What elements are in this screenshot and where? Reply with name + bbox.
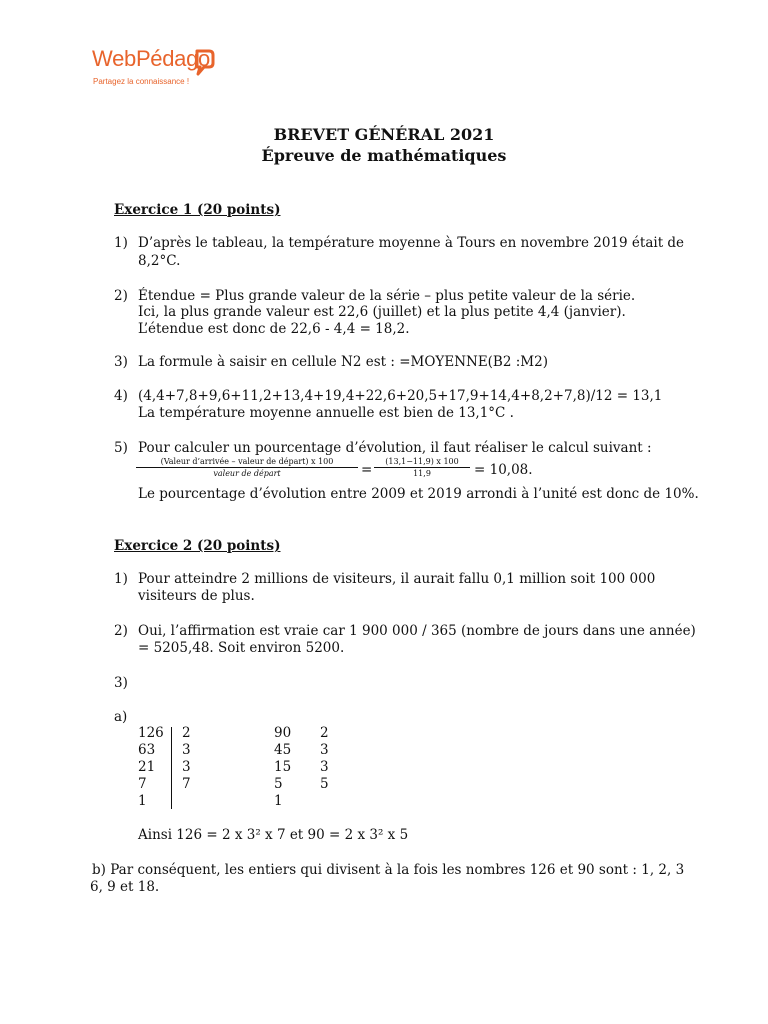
decomp-126-right-2: 3 [182,759,191,775]
decomp-90-left-0: 90 [274,725,292,741]
speech-bubble-icon [194,48,216,78]
fraction-numerator: (13,1−11,9) x 100 [374,457,470,468]
ex1-q3-number: 3) [114,354,128,370]
ex1-q4-line2: La température moyenne annuelle est bien de 13,1°C . [138,405,514,421]
fraction-numerator: (Valeur d’arrivée – valeur de départ) x 100 [136,457,358,468]
logo-tagline: Partagez la connaissance ! [93,77,190,86]
ex1-q4-number: 4) [114,388,128,404]
decomp-90-right-0: 2 [320,725,329,741]
decomp-126-left-0: 126 [138,725,164,741]
ex2-q3b-line1: b) Par conséquent, les entiers qui divisent à la fois les nombres 126 et 90 sont : 1, 2, 3 [92,862,685,878]
decomp-90-left-1: 45 [274,742,292,758]
fraction-denominator: 11,9 [413,469,431,478]
fraction-denominator: valeur de départ [213,469,281,478]
ex1-q2-number: 2) [114,288,128,304]
ex1-q4-line1: (4,4+7,8+9,6+11,2+13,4+19,4+22,6+20,5+17,9+14,4+8,2+7,8)/12 = 13,1 [138,388,663,404]
logo-name: WebPédago [92,46,210,71]
ex1-q2-line1: Étendue = Plus grande valeur de la série – plus petite valeur de la série. [138,288,636,304]
ex2-q3-conclusion: Ainsi 126 = 2 x 3² x 7 et 90 = 2 x 3² x 5 [138,827,409,843]
page-title: BREVET GÉNÉRAL 2021 [273,125,495,144]
ex1-q2-line3: L’étendue est donc de 22,6 - 4,4 = 18,2. [138,321,410,337]
ex1-q5-fraction-general [136,457,358,478]
decomp-126-divider [171,727,172,809]
exercise2-heading: Exercice 2 (20 points) [114,538,281,554]
ex1-q5-number: 5) [114,440,128,456]
ex2-q1-line2: visiteurs de plus. [138,588,255,604]
ex2-q1-number: 1) [114,571,128,587]
ex1-q5-fraction-values [374,457,470,478]
ex1-q5-equals: = [361,462,373,478]
exercise1-heading: Exercice 1 (20 points) [114,202,281,218]
page-subtitle: Épreuve de mathématiques [261,146,507,165]
ex2-q3a-label: a) [114,709,128,725]
decomp-126-left-1: 63 [138,742,156,758]
decomp-90-left-2: 15 [274,759,292,775]
ex1-q3-line1: La formule à saisir en cellule N2 est : =MOYENNE(B2 :M2) [138,354,548,370]
decomp-90-right-3: 5 [320,776,329,792]
decomp-126-right-0: 2 [182,725,191,741]
decomp-126-right-1: 3 [182,742,191,758]
decomp-90-right-2: 3 [320,759,329,775]
ex1-q2-line2: Ici, la plus grande valeur est 22,6 (juillet) et la plus petite 4,4 (janvier). [138,304,626,320]
decomp-126-right-3: 7 [182,776,191,792]
decomp-90-left-3: 5 [274,776,283,792]
ex1-q1-line1: D’après le tableau, la température moyenne à Tours en novembre 2019 était de [138,235,685,251]
decomp-126-left-4: 1 [138,793,147,809]
decomp-126-left-3: 7 [138,776,147,792]
ex2-q1-line1: Pour atteindre 2 millions de visiteurs, il aurait fallu 0,1 million soit 100 000 [138,571,656,587]
decomp-90-left-4: 1 [274,793,283,809]
ex1-q1-number: 1) [114,235,128,251]
ex2-q3b-line2: 6, 9 et 18. [90,879,160,895]
decomp-90-right-1: 3 [320,742,329,758]
ex1-q5-line1: Pour calculer un pourcentage d’évolution, il faut réaliser le calcul suivant : [138,440,652,456]
ex1-q5-line3: Le pourcentage d’évolution entre 2009 et 2019 arrondi à l’unité est donc de 10%. [138,486,699,502]
webpedago-logo [92,46,222,96]
ex1-q1-line2: 8,2°C. [138,253,181,269]
ex2-q3-number: 3) [114,675,128,691]
decomp-126-left-2: 21 [138,759,156,775]
ex2-q2-number: 2) [114,623,128,639]
ex2-q2-line2: = 5205,48. Soit environ 5200. [138,640,345,656]
ex2-q2-line1: Oui, l’affirmation est vraie car 1 900 000 / 365 (nombre de jours dans une année) [138,623,696,639]
ex1-q5-result: = 10,08. [474,462,533,478]
